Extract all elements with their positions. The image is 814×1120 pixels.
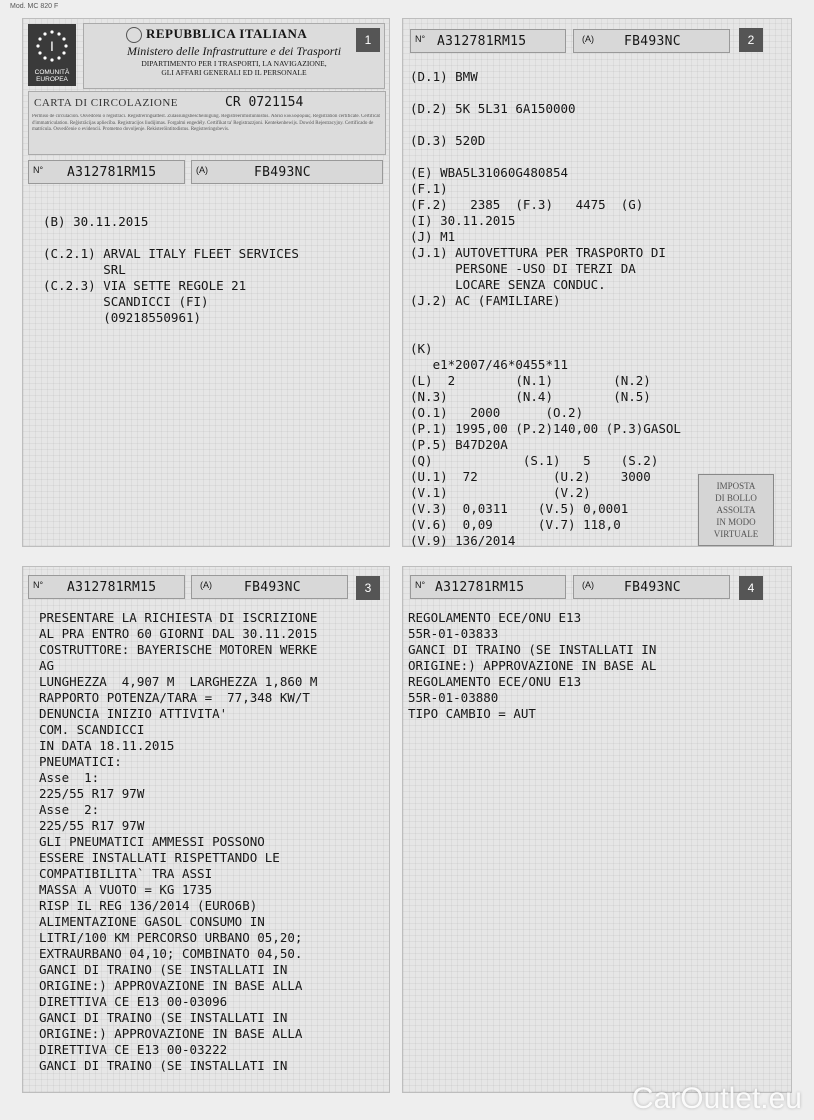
id-number: A312781RM15 — [67, 580, 157, 595]
id-prefix-a: (A) — [200, 580, 212, 590]
form-model-label: Mod. MC 820 F — [10, 3, 59, 10]
watermark-logo: CarOutlet.eu — [631, 1082, 802, 1115]
republic-title: REPUBBLICA ITALIANA — [146, 26, 308, 41]
plate-number: FB493NC — [624, 580, 681, 595]
id-number-box — [28, 575, 185, 599]
id-bar — [28, 575, 348, 599]
panel-1-body: (B) 30.11.2015 (C.2.1) ARVAL ITALY FLEET SERVICES SRL (C.2.3) VIA SETTE REGOLE 21 SCANDICCI (FI) (09218550961) — [43, 214, 299, 325]
panel-2-body: (D.1) BMW (D.2) 5K 5L31 6A150000 (D.3) 520D (E) WBA5L31060G480854 (F.1) (F.2) 2385 (F.3) 4475 (G) (I) 30.11.2015 (J) M1 (J.1) AUTOVETTURA PER TRASPORTO DI PERSONE -USO DI TERZI DA LOCARE SENZA CONDUC. (J.2) AC (FAMILIARE) (K) e1*2007/46*0455*11 (L) 2 (N.1) (N.2) (N.3) (N.4) (N.5) (O.1) 2000 (O.2) (P.1) 1995,00 (P.2)140,00 (P.3)GASOL (P.5) B47D20A (Q) (S.1) 5 (S.2) (U.1) 72 (U.2) 3000 (V.1) (V.2) (V.3) 0,0311 (V.5) 0,0001 (V.6) 0,09 (V.7) 118,0 (V.9) 136/2014 — [410, 69, 681, 548]
panel-number: 2 — [739, 28, 763, 52]
carta-title: CARTA DI CIRCOLAZIONE — [34, 97, 179, 109]
id-plate-box — [573, 575, 730, 599]
id-number-box — [410, 575, 566, 599]
id-prefix-n: N° — [33, 580, 44, 590]
id-number: A312781RM15 — [435, 580, 525, 595]
eu-stars-icon — [34, 28, 70, 64]
plate-number: FB493NC — [244, 580, 301, 595]
plate-number: FB493NC — [254, 165, 311, 180]
id-prefix-a: (A) — [582, 580, 594, 590]
id-plate-box — [191, 575, 348, 599]
panel-2 — [402, 18, 792, 547]
plate-number: FB493NC — [624, 34, 681, 49]
id-prefix-a: (A) — [196, 165, 208, 175]
republic-header — [83, 23, 385, 89]
panel-1 — [22, 18, 390, 547]
emblem-icon — [126, 27, 142, 43]
id-bar — [410, 29, 730, 53]
panel-4 — [402, 566, 792, 1093]
panel-3-body: PRESENTARE LA RICHIESTA DI ISCRIZIONE AL PRA ENTRO 60 GIORNI DAL 30.11.2015 COSTRUTTORE: BAYERISCHE MOTOREN WERKE AG LUNGHEZZA 4,907 M LARGHEZZA 1,860 M RAPPORTO POTENZA/TARA = 77,348 KW/T DENUNCIA INIZIO ATTIVITA' COM. SCANDICCI IN DATA 18.11.2015 PNEUMATICI: Asse 1: 225/55 R17 97W Asse 2: 225/55 R17 97W GLI PNEUMATICI AMMESSI POSSONO ESSERE INSTALLATI RISPETTANDO LE COMPATIBILITA` TRA ASSI MASSA A VUOTO = KG 1735 RISP IL REG 136/2014 (EURO6B) ALIMENTAZIONE GASOL CONSUMO IN LITRI/100 KM PERCORSO URBANO 05,20; EXTRAURBANO 04,10; COMBINATO 04,50. GANCI DI TRAINO (SE INSTALLATI IN ORIGINE:) APPROVAZIONE IN BASE ALLA DIRETTIVA CE E13 00-03096 GANCI DI TRAINO (SE INSTALLATI IN ORIGINE:) APPROVAZIONE IN BASE ALLA DIRETTIVA CE E13 00-03222 GANCI DI TRAINO (SE INSTALLATI IN — [39, 610, 318, 1073]
panel-number: 4 — [739, 576, 763, 600]
eu-caption: COMUNITÀ EUROPEA — [34, 69, 70, 83]
ministry-name: Ministero delle Infrastrutture e dei Trasporti — [126, 44, 342, 58]
panel-number: 1 — [356, 28, 380, 52]
id-number-box — [28, 160, 185, 184]
id-number: A312781RM15 — [67, 165, 157, 180]
stamp-duty-box: IMPOSTA DI BOLLO ASSOLTA IN MODO VIRTUALE — [698, 474, 774, 546]
id-prefix-n: N° — [415, 580, 426, 590]
id-plate-box — [573, 29, 730, 53]
carta-translations: Permiso de circulación. Osvědčení o registraci. Registreringsattest. Zulassungsbescheinigung. Registreerimistunnistus. Άδεια κυκλοφορίας. Registration certificate. Certificat d'immatriculation. Reģistrācijas apliecība. Registracijos liudijimas. Forgalmi engedély. Certifikat ta' Registrazzjoni. Kentekenbewijs. Dowód Rejestracyjny. Certificado de matrícula. Osvedčenie o evidencii. Prometno dovoljenje. Rekisteröintitodistus. Registreringsbevis. — [32, 114, 380, 132]
carta-number: CR 0721154 — [225, 95, 304, 110]
id-number: A312781RM15 — [437, 34, 527, 49]
id-bar — [410, 575, 730, 599]
id-bar — [28, 160, 388, 184]
id-prefix-n: N° — [415, 34, 426, 44]
carta-header — [28, 91, 386, 155]
id-plate-box — [191, 160, 383, 184]
panel-number: 3 — [356, 576, 380, 600]
eu-country-letter: I — [50, 38, 54, 54]
id-number-box — [410, 29, 566, 53]
panel-3 — [22, 566, 390, 1093]
panel-4-body: REGOLAMENTO ECE/ONU E13 55R-01-03833 GANCI DI TRAINO (SE INSTALLATI IN ORIGINE:) APPROVAZIONE IN BASE AL REGOLAMENTO ECE/ONU E13 55R-01-03880 TIPO CAMBIO = AUT — [408, 610, 657, 721]
department-name: DIPARTIMENTO PER I TRASPORTI, LA NAVIGAZIONE, GLI AFFARI GENERALI ED IL PERSONALE — [141, 59, 327, 77]
eu-flag-block — [28, 24, 76, 86]
id-prefix-a: (A) — [582, 34, 594, 44]
id-prefix-n: N° — [33, 165, 44, 175]
